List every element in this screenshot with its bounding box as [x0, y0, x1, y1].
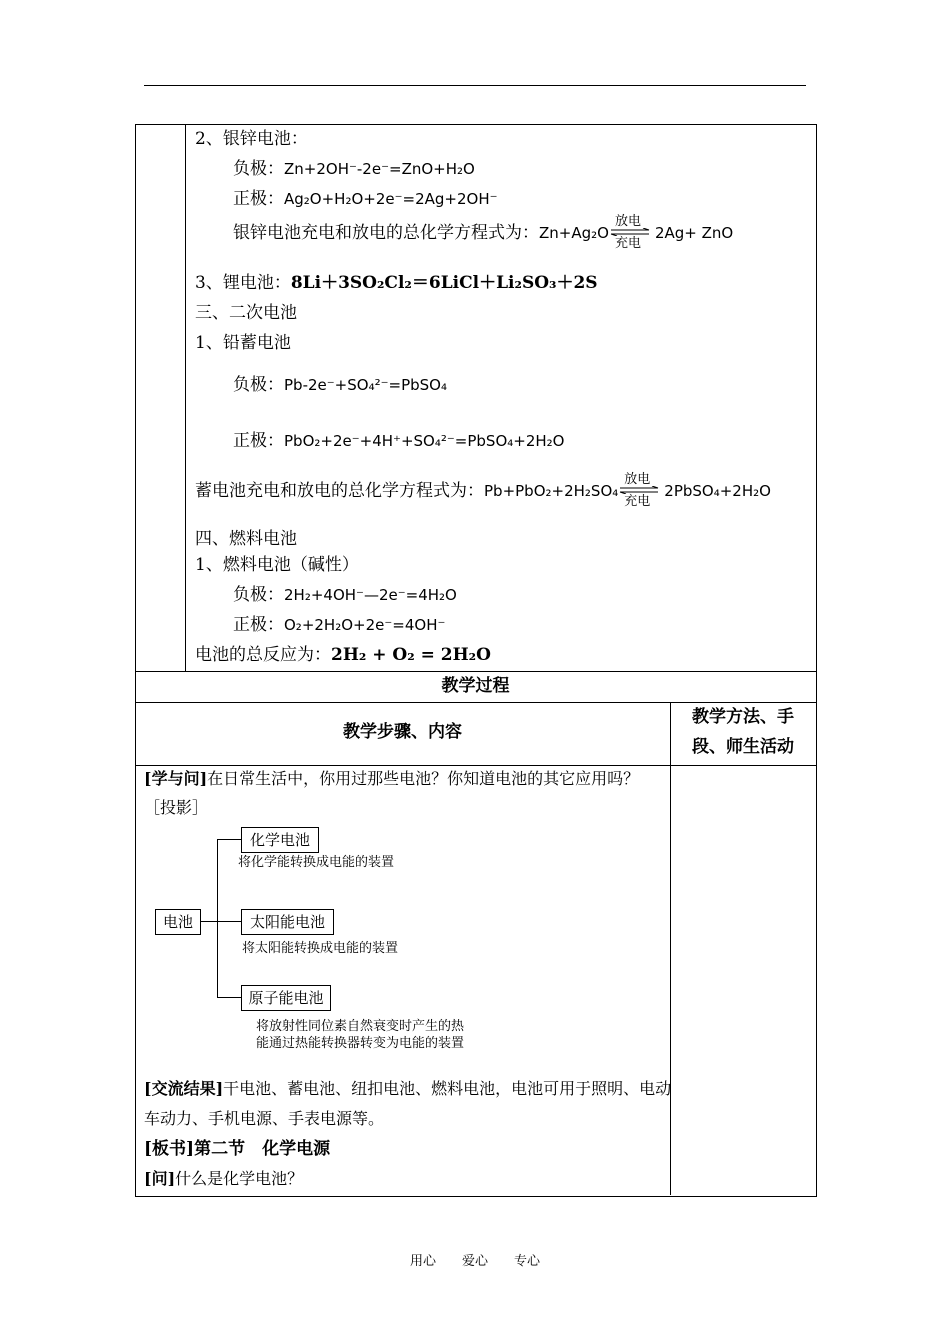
diagram-branch-chemical-desc: 将化学能转换成电能的装置 [238, 855, 395, 870]
board-line [144, 1138, 330, 1160]
section2-pos-line [233, 188, 498, 210]
row-divider-2 [135, 702, 816, 703]
method-column-divider [670, 702, 671, 1195]
pos-label: 正极： [233, 431, 284, 451]
question2-tag: [问] [144, 1169, 176, 1188]
neg-label: 负极： [233, 159, 284, 179]
diagram-branch-nuclear: 原子能电池 [241, 985, 331, 1011]
process-header: 教学过程 [441, 676, 510, 696]
reversible-arrow [609, 213, 655, 251]
lithium-equation: 8Li＋3SO₂Cl₂＝6LiCl＋Li₂SO₃＋2S [290, 273, 598, 293]
diagram-trunk [217, 839, 218, 997]
pos-equation: O₂+2H₂O+2e⁻=4OH⁻ [284, 616, 446, 634]
neg-equation: 2H₂+4OH⁻—2e⁻=4H₂O [284, 586, 457, 604]
result-line-2: 车动力、手机电源、手表电源等。 [144, 1109, 385, 1128]
pos-equation: PbO₂+2e⁻+4H⁺+SO₄²⁻=PbSO₄+2H₂O [284, 432, 565, 450]
part4-title: 四、燃料电池 [195, 529, 297, 549]
part4-sub1: 1、燃料电池（碱性） [195, 555, 359, 575]
arrow-bottom-label: 充电 [614, 235, 641, 251]
diagram-branch-solar: 太阳能电池 [241, 909, 334, 935]
total-label: 电池的总反应为： [195, 645, 331, 665]
diagram-root-connector [200, 921, 218, 922]
pos-label: 正极： [233, 615, 284, 635]
col-method-header-line2: 段、师生活动 [692, 737, 794, 757]
part4-neg-line [233, 584, 457, 606]
total-equation: 2H₂ + O₂ = 2H₂O [331, 645, 491, 665]
left-column-divider [185, 124, 186, 671]
diagram-branch-3-connector [217, 997, 241, 998]
part4-total-line [195, 644, 491, 666]
projection-label: ［投影］ [144, 798, 209, 817]
question1-line [144, 768, 639, 790]
result-tag: [交流结果] [144, 1079, 224, 1098]
header-rule [144, 85, 806, 86]
diagram-branch-solar-desc: 将太阳能转换成电能的装置 [242, 941, 399, 956]
part3-total-line [195, 471, 771, 509]
question1-tag: [学与问] [144, 769, 208, 788]
diagram-branch-nuclear-desc-2: 能通过热能转换器转变为电能的装置 [256, 1036, 465, 1051]
total-left: Zn+Ag₂O [539, 224, 609, 242]
diagram-root-box: 电池 [155, 909, 201, 935]
board-text: 第二节 化学电源 [194, 1139, 331, 1159]
diagram-branch-2-connector [217, 921, 241, 922]
total-left: Pb+PbO₂+2H₂SO₄ [484, 482, 619, 500]
section2-neg-line [233, 158, 475, 180]
arrow-top-label: 放电 [614, 213, 641, 229]
neg-label: 负极： [233, 375, 284, 395]
part4-pos-line [233, 614, 445, 636]
section2-title: 2、银锌电池： [195, 129, 308, 149]
row-divider-1 [135, 671, 816, 672]
result-text: 干电池、蓄电池、纽扣电池、燃料电池，电池可用于照明、电动 [223, 1079, 672, 1098]
pos-label: 正极： [233, 189, 284, 209]
diagram-branch-chemical: 化学电池 [241, 827, 319, 853]
result-line-1 [144, 1078, 671, 1100]
total-label: 蓄电池充电和放电的总化学方程式为： [195, 481, 484, 501]
neg-equation: Zn+2OH⁻-2e⁻=ZnO+H₂O [284, 160, 475, 178]
section3-title: 3、锂电池： [195, 273, 291, 293]
part3-sub1: 1、铅蓄电池 [195, 333, 291, 353]
reversible-arrow [618, 471, 664, 509]
col-method-header-line1: 教学方法、手 [692, 707, 794, 727]
col-steps-header: 教学步骤、内容 [343, 722, 462, 742]
total-right: 2PbSO₄+2H₂O [664, 482, 771, 500]
part3-neg-line [233, 374, 447, 396]
page-footer: 用心 爱心 专心 [409, 1254, 540, 1269]
neg-label: 负极： [233, 585, 284, 605]
question1-text: 在日常生活中，你用过那些电池？你知道电池的其它应用吗？ [207, 769, 640, 788]
section2-total-line [233, 213, 734, 251]
section3-line [195, 272, 598, 294]
diagram-branch-nuclear-desc-1: 将放射性同位素自然衰变时产生的热 [256, 1019, 465, 1034]
arrow-top-label: 放电 [624, 471, 651, 487]
board-tag: [板书] [144, 1139, 195, 1159]
part3-pos-line [233, 430, 564, 452]
total-label: 银锌电池充电和放电的总化学方程式为： [233, 223, 539, 243]
row-divider-3 [135, 765, 816, 766]
pos-equation: Ag₂O+H₂O+2e⁻=2Ag+2OH⁻ [284, 190, 498, 208]
diagram-branch-1-connector [217, 839, 241, 840]
total-right: 2Ag+ ZnO [654, 224, 734, 242]
question2-text: 什么是化学电池？ [175, 1169, 304, 1188]
arrow-bottom-label: 充电 [624, 493, 651, 509]
neg-equation: Pb-2e⁻+SO₄²⁻=PbSO₄ [284, 376, 447, 394]
question2-line [144, 1168, 303, 1190]
part3-title: 三、二次电池 [195, 303, 297, 323]
